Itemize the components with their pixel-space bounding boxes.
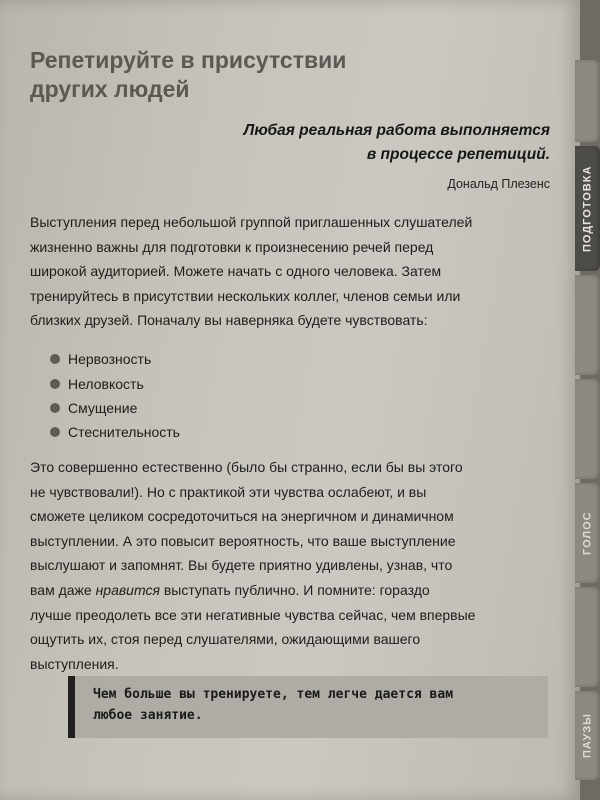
paragraph-line: тренируйтесь в присутствии нескольких коллег, членов семьи или xyxy=(30,287,461,304)
epigraph-quote xyxy=(130,119,550,167)
epigraph-author: Дональд Плезенс xyxy=(447,177,550,191)
list-item-label: Нервозность xyxy=(68,351,152,368)
bullet-icon xyxy=(50,427,60,437)
bullet-icon xyxy=(50,354,60,364)
list-item-label: Смущение xyxy=(68,399,138,416)
section-title xyxy=(30,46,430,104)
paragraph-line: не чувствовали!). Но с практикой эти чувства ослабеют, и вы xyxy=(30,483,427,500)
chapter-tab[interactable] xyxy=(575,379,600,479)
list-item-label: Неловкость xyxy=(68,375,144,392)
tip-callout-box xyxy=(68,676,548,738)
emphasis-text: нравится xyxy=(95,581,160,598)
paragraph-line: Это совершенно естественно (было бы странно, если бы вы этого xyxy=(30,459,463,475)
chapter-tab[interactable]: ПАУЗЫ xyxy=(575,691,600,780)
paragraph-line: выступления. xyxy=(30,655,119,672)
paragraph-line: выступлении. А это повысит вероятность, что ваше выступление xyxy=(30,532,456,549)
list-item-label: Стеснительность xyxy=(68,424,180,441)
paragraph-text: выступать публично. И помните: гораздо xyxy=(159,581,430,598)
bullet-icon xyxy=(50,379,60,389)
chapter-tabs xyxy=(575,60,600,780)
paragraph-line: жизненно важны для подготовки к произнесению речей перед xyxy=(30,238,434,255)
paragraph-line: сможете целиком сосредоточиться на энергичном и динамичном xyxy=(30,508,454,525)
chapter-tab[interactable]: ГОЛОС xyxy=(575,483,600,583)
epigraph-line-1: Любая реальная работа выполняется xyxy=(243,122,550,139)
tip-line-2: любое занятие. xyxy=(93,708,203,723)
paragraph-conclusion xyxy=(30,455,550,676)
list-item xyxy=(50,347,180,371)
section-title-line-2: других людей xyxy=(30,76,190,102)
paragraph-text: вам даже xyxy=(30,581,96,598)
chapter-tab[interactable] xyxy=(575,275,600,375)
tip-text xyxy=(93,684,548,726)
feelings-list xyxy=(50,347,180,445)
paragraph-line: Выступления перед небольшой группой приглашенных слушателей xyxy=(30,214,473,230)
paragraph-line: выслушают и запомнят. Вы будете приятно удивлены, узнав, что xyxy=(30,557,453,574)
list-item xyxy=(50,371,180,395)
paragraph-line xyxy=(30,582,430,598)
tip-line-1: Чем больше вы тренируете, тем легче дается вам xyxy=(93,687,454,702)
epigraph-line-2: в процессе репетиций. xyxy=(366,146,550,163)
chapter-tab[interactable] xyxy=(575,587,600,687)
paragraph-line: ощутить их, стоя перед слушателями, ожидающими вашего xyxy=(30,631,421,648)
chapter-tab-active[interactable]: ПОДГОТОВКА xyxy=(575,146,600,271)
paragraph-line: широкой аудиторией. Можете начать с одного человека. Затем xyxy=(30,263,442,280)
bullet-icon xyxy=(50,403,60,413)
paragraph-intro xyxy=(30,210,550,333)
list-item xyxy=(50,420,180,444)
list-item xyxy=(50,396,180,420)
section-title-line-1: Репетируйте в присутствии xyxy=(30,47,347,73)
paragraph-line: близких друзей. Поначалу вы наверняка будете чувствовать: xyxy=(30,312,428,329)
paragraph-line: лучше преодолеть все эти негативные чувства сейчас, чем впервые xyxy=(30,606,476,623)
chapter-tab[interactable] xyxy=(575,60,600,142)
